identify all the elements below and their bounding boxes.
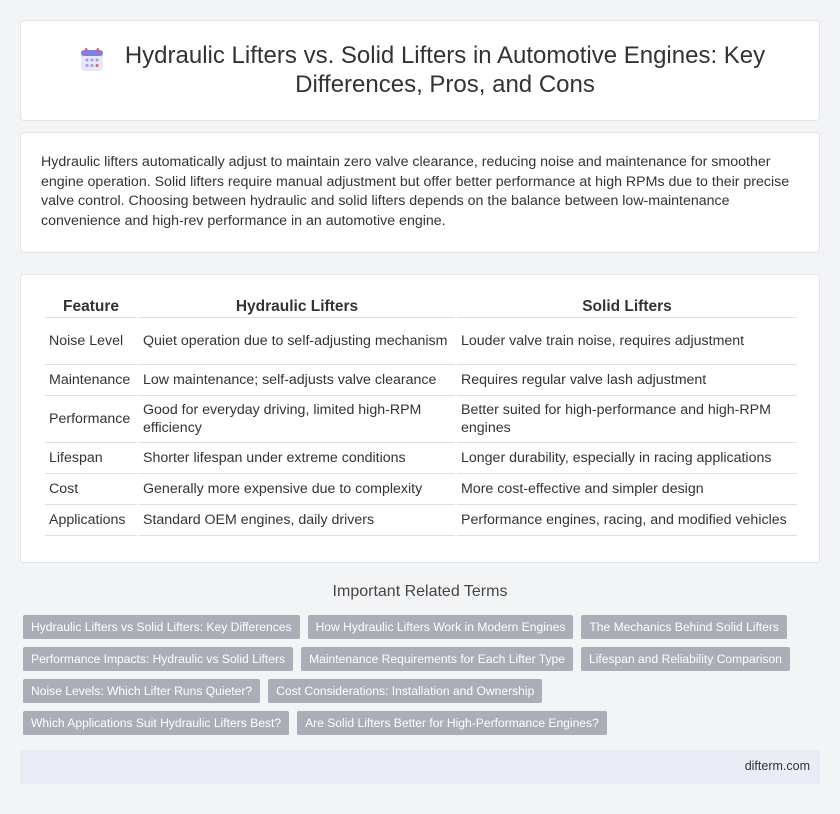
table-cell-feature: Lifespan <box>45 443 137 474</box>
table-cell-solid: More cost-effective and simpler design <box>457 474 797 505</box>
header-feature: Feature <box>45 295 137 318</box>
related-terms-title: Important Related Terms <box>332 583 508 600</box>
table-row <box>45 443 797 474</box>
table-cell-solid: Louder valve train noise, requires adjustment <box>457 318 797 365</box>
table-row <box>45 365 797 396</box>
table-cell-solid: Longer durability, especially in racing applications <box>457 443 797 474</box>
related-term-link[interactable]: Noise Levels: Which Lifter Runs Quieter? <box>23 679 260 703</box>
table-cell-solid: Requires regular valve lash adjustment <box>457 365 797 396</box>
table-cell-feature: Maintenance <box>45 365 137 396</box>
table-row <box>45 318 797 365</box>
table-cell-hydraulic: Generally more expensive due to complexity <box>139 474 455 505</box>
page-title: Hydraulic Lifters vs. Solid Lifters in Automotive Engines: Key Differences, Pros, and Cons <box>124 42 766 98</box>
related-terms-list <box>23 615 813 735</box>
table-row <box>45 474 797 505</box>
table-cell-feature: Noise Level <box>45 318 137 365</box>
header-solid: Solid Lifters <box>457 295 797 318</box>
header-hydraulic: Hydraulic Lifters <box>139 295 455 318</box>
footer <box>20 750 820 784</box>
related-term-link[interactable]: Lifespan and Reliability Comparison <box>581 647 790 671</box>
table-cell-solid: Better suited for high-performance and high-RPM engines <box>457 396 797 443</box>
table-cell-hydraulic: Quiet operation due to self-adjusting mechanism <box>139 318 455 365</box>
related-term-link[interactable]: Cost Considerations: Installation and Ownership <box>268 679 542 703</box>
table-header-row <box>45 295 797 318</box>
intro-text: Hydraulic lifters automatically adjust to maintain zero valve clearance, reducing noise and maintenance for smoother engine operation. Solid lifters require manual adjustment but offer better performance at high RPMs due to their precise valve control. Choosing between hydraulic and solid lifters depends on the balance between low-maintenance convenience and high-rev performance in an automotive engine. <box>41 154 790 229</box>
related-term-link[interactable]: Performance Impacts: Hydraulic vs Solid Lifters <box>23 647 293 671</box>
comparison-table-card <box>20 274 820 563</box>
title-card <box>20 20 820 121</box>
table-cell-hydraulic: Shorter lifespan under extreme conditions <box>139 443 455 474</box>
table-row <box>45 396 797 443</box>
intro-card <box>20 132 820 253</box>
comparison-table <box>43 295 799 536</box>
table-row <box>45 505 797 536</box>
table-cell-solid: Performance engines, racing, and modified vehicles <box>457 505 797 536</box>
related-term-link[interactable]: Hydraulic Lifters vs Solid Lifters: Key Differences <box>23 615 300 639</box>
table-cell-hydraulic: Standard OEM engines, daily drivers <box>139 505 455 536</box>
footer-site-name: difterm.com <box>744 759 810 773</box>
table-cell-feature: Performance <box>45 396 137 443</box>
table-cell-feature: Applications <box>45 505 137 536</box>
related-term-link[interactable]: The Mechanics Behind Solid Lifters <box>581 615 787 639</box>
related-term-link[interactable]: How Hydraulic Lifters Work in Modern Engines <box>308 615 574 639</box>
table-cell-feature: Cost <box>45 474 137 505</box>
related-term-link[interactable]: Which Applications Suit Hydraulic Lifters Best? <box>23 711 289 735</box>
related-term-link[interactable]: Maintenance Requirements for Each Lifter Type <box>301 647 573 671</box>
table-cell-hydraulic: Low maintenance; self-adjusts valve clearance <box>139 365 455 396</box>
related-term-link[interactable]: Are Solid Lifters Better for High-Performance Engines? <box>297 711 607 735</box>
table-cell-hydraulic: Good for everyday driving, limited high-RPM efficiency <box>139 396 455 443</box>
